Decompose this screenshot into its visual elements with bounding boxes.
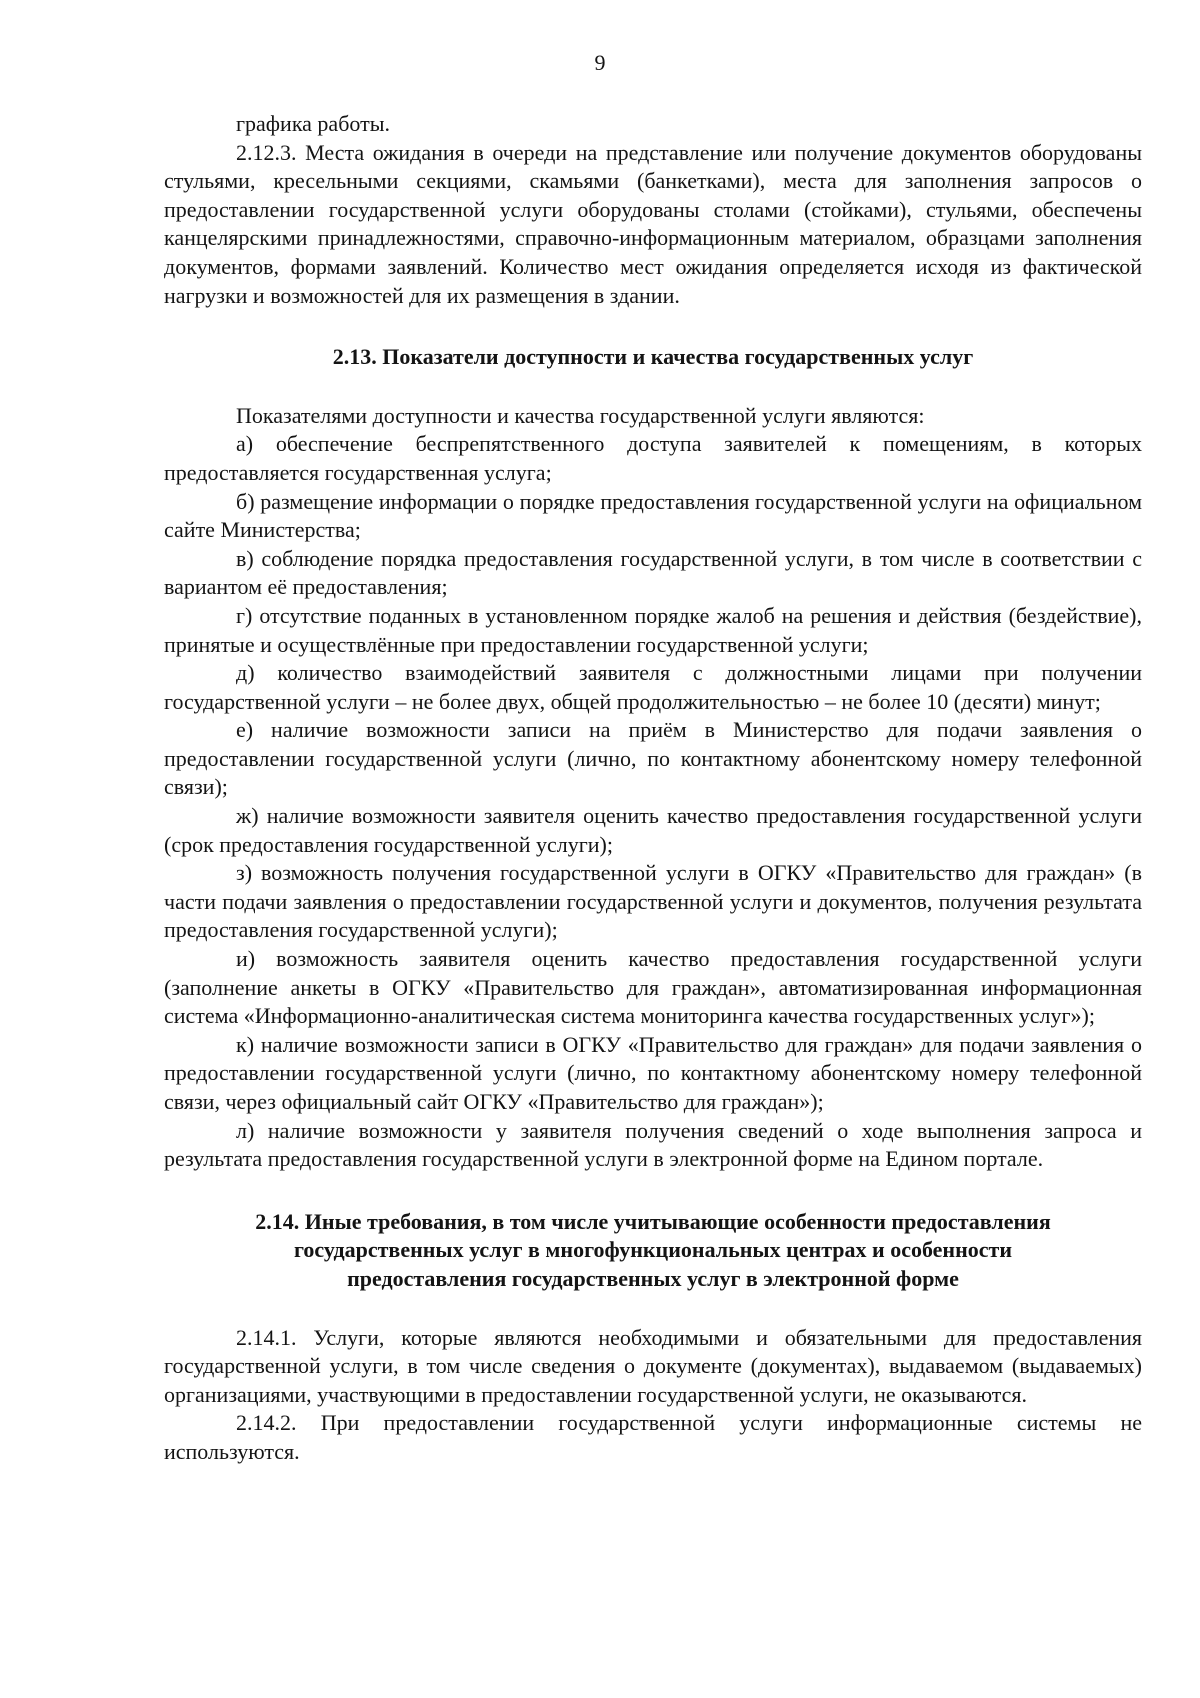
paragraph-continuation: графика работы. [236, 111, 390, 136]
section-heading-2-14 [164, 1208, 1142, 1294]
list-item-b: б) размещение информации о порядке предоставления государственной услуги на официальном сайте Министерства; [164, 488, 1142, 543]
list-item-z: з) возможность получения государственной услуги в ОГКУ «Правительство для граждан» (в части подачи заявления о предоставлении государственной услуги и документов, получения результата предоставления государственной услуги); [164, 860, 1142, 943]
paragraph-2-12-3: 2.12.3. Места ожидания в очереди на представление или получение документов оборудованы стульями, кресельными секциями, скамьями (банкетками), места для заполнения запросов о предоставлении государственной услуги оборудованы столами (стойками), стульями, обеспечены канцелярскими принадлежностями, справочно-информационным материалом, образцами заполнения документов, формами заявлений. Количество мест ожидания определяется исходя из фактической нагрузки и возможностей для их размещения в здании. [164, 139, 1142, 308]
list-item-d: д) количество взаимодействий заявителя с должностными лицами при получении государственной услуги – не более двух, общей продолжительностью – не более 10 (десяти) минут; [164, 660, 1142, 714]
list-item-a: а) обеспечение беспрепятственного доступа заявителей к помещениям, в которых предоставляется государственная услуга; [164, 431, 1142, 485]
list-item-zh: ж) наличие возможности заявителя оценить качество предоставления государственной услуги (срок предоставления государственной услуги); [164, 803, 1142, 857]
paragraph-2-14-1: 2.14.1. Услуги, которые являются необходимыми и обязательными для предоставления государственной услуги, в том числе сведения о документе (документах), выдаваемом (выдаваемых) организациями, участвующими в предоставлении государственной услуги, не оказываются. [164, 1324, 1142, 1407]
section-heading-2-14-line: государственных услуг в многофункциональных центрах и особенности [293, 1237, 1013, 1263]
list-item-i: и) возможность заявителя оценить качество предоставления государственной услуги (заполнение анкеты в ОГКУ «Правительство для граждан», автоматизированная информационная система «Информационно-аналитическая система мониторинга качества государственных услуг»); [164, 946, 1142, 1029]
document-body [164, 110, 1142, 1467]
paragraph-2-13-intro: Показателями доступности и качества государственной услуги являются: [236, 402, 925, 428]
list-item-l: л) наличие возможности у заявителя получения сведений о ходе выполнения запроса и результата предоставления государственной услуги в электронной форме на Едином портале. [164, 1117, 1142, 1172]
section-heading-2-14-line: 2.14. Иные требования, в том числе учитывающие особенности предоставления [255, 1208, 1051, 1234]
list-item-k: к) наличие возможности записи в ОГКУ «Правительство для граждан» для подачи заявления о предоставлении государственной услуги (лично, по контактному абонентскому номеру телефонной связи, через официальный сайт ОГКУ «Правительство для граждан»); [164, 1031, 1142, 1114]
list-item-e: е) наличие возможности записи на приём в Министерство для подачи заявления о предоставлении государственной услуги (лично, по контактному абонентскому номеру телефонной связи); [164, 717, 1142, 800]
list-item-g: г) отсутствие поданных в установленном порядке жалоб на решения и действия (бездействие), принятые и осуществлённые при предоставлении государственной услуги; [164, 602, 1142, 657]
section-heading-2-14-line: предоставления государственных услуг в электронной форме [347, 1265, 959, 1291]
list-item-v: в) соблюдение порядка предоставления государственной услуги, в том числе в соответствии с вариантом её предоставления; [164, 545, 1142, 600]
paragraph-2-14-2: 2.14.2. При предоставлении государственной услуги информационные системы не используются. [164, 1410, 1142, 1464]
page-number: 9 [594, 50, 606, 75]
section-heading-2-13: 2.13. Показатели доступности и качества государственных услуг [332, 344, 974, 370]
